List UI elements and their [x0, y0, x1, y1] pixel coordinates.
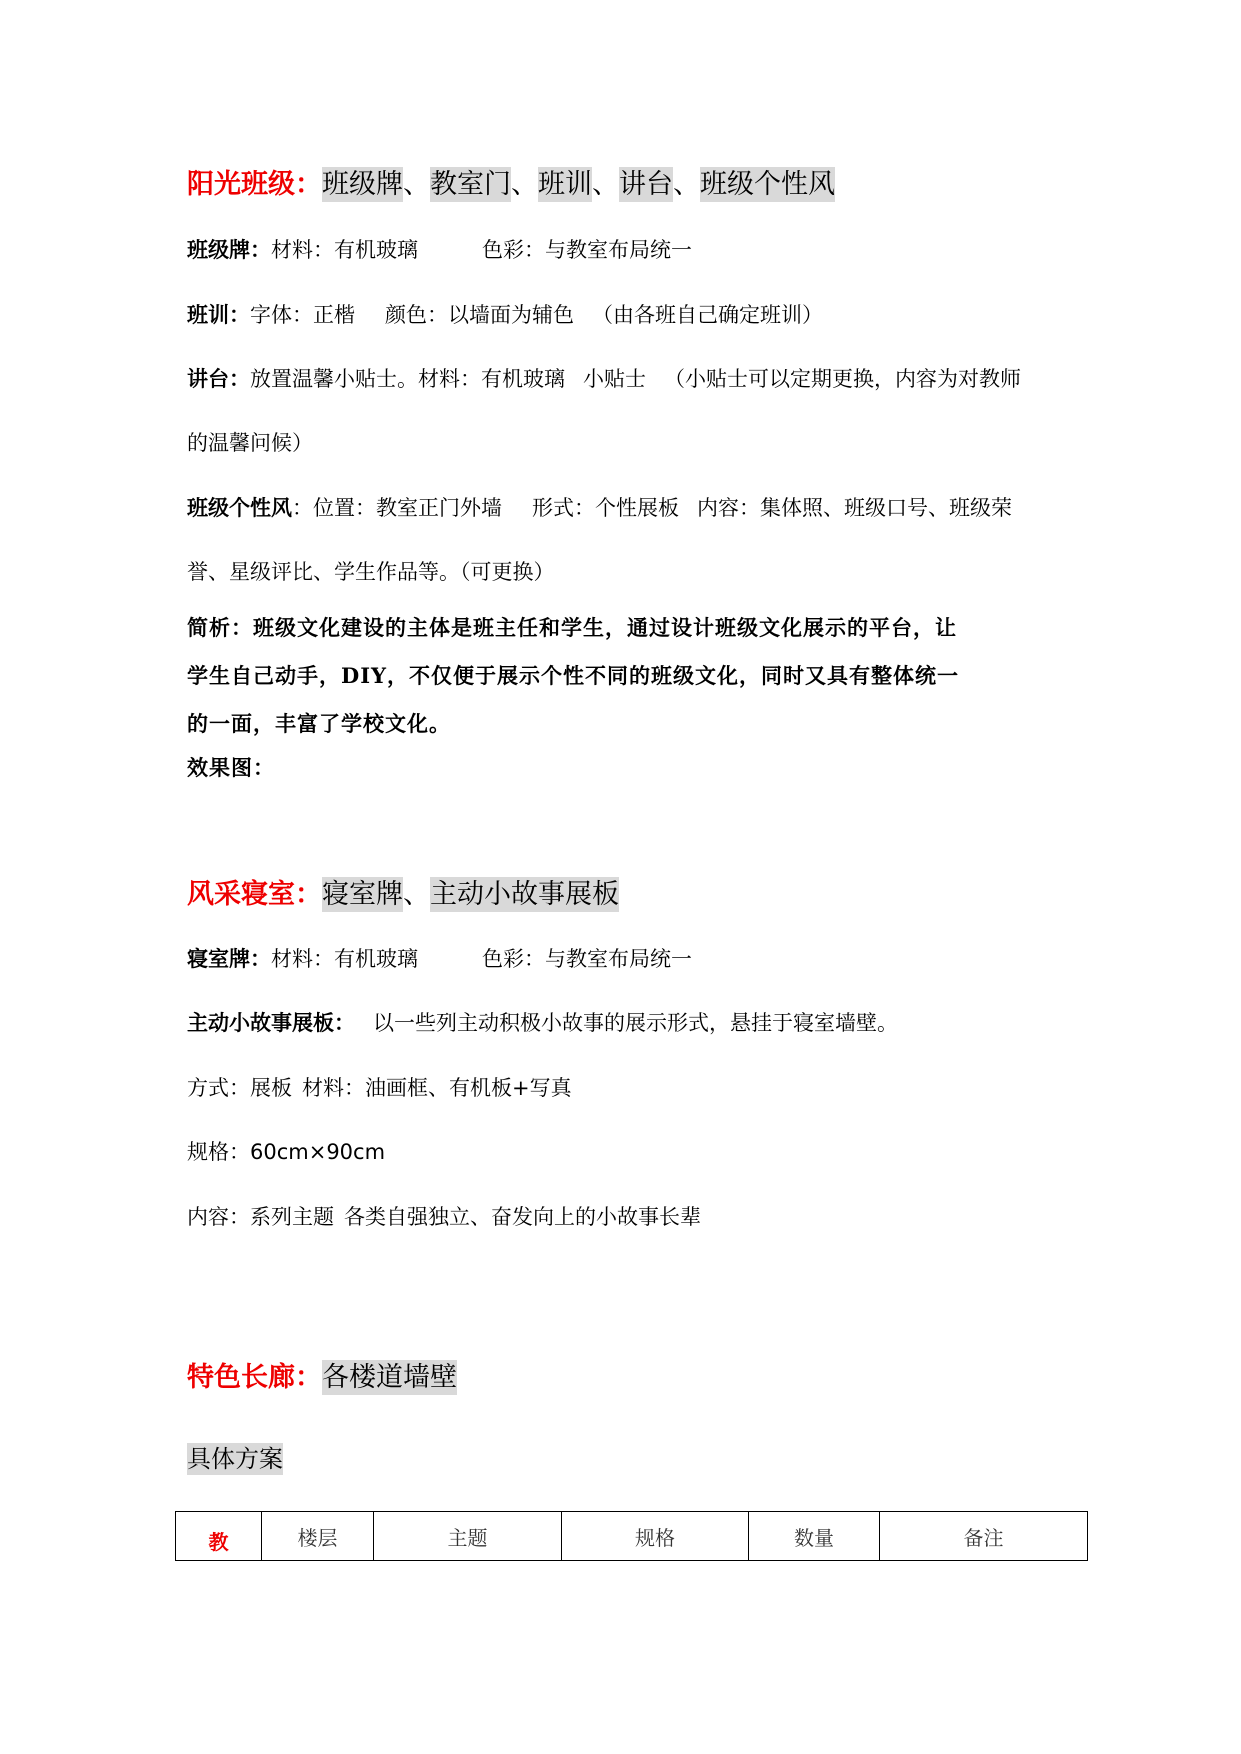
heading-item: 主动小故事展板: [430, 879, 619, 910]
effect-label: 效果图：: [187, 755, 275, 780]
text: 内容：集体照、班级口号、班级荣: [697, 496, 1012, 520]
paragraph-method: [187, 1073, 572, 1103]
label: 班级牌：: [187, 238, 271, 262]
table-header-cell: 备注: [880, 1512, 1088, 1561]
text: 以一些列主动积极小故事的展示形式，悬挂于寝室墙壁。: [373, 1011, 898, 1035]
analysis-line: 学生自己动手，DIY，不仅便于展示个性不同的班级文化，同时又具有整体统一: [187, 663, 960, 688]
text: 材料：有机玻璃: [271, 947, 418, 971]
heading-item: 教室门: [430, 169, 511, 200]
table-header-cell: 教: [176, 1512, 262, 1561]
text: 色彩：与教室布局统一: [482, 947, 692, 971]
section-title: 特色长廊：: [187, 1362, 322, 1393]
paragraph-spec: 规格：60cm×90cm: [187, 1140, 386, 1164]
section-title: 阳光班级：: [187, 169, 322, 200]
plan-label: 具体方案: [187, 1445, 283, 1473]
paragraph-class-plate: [187, 235, 692, 265]
table-header-row: [176, 1512, 1088, 1561]
paragraph-class-style-cont: 誉、星级评比、学生作品等。（可更换）: [187, 560, 555, 584]
table-header-cell: 规格: [562, 1512, 749, 1561]
section-heading-sunshine-class: [187, 163, 835, 207]
separator: 、: [511, 169, 538, 200]
heading-item: 各楼道墙壁: [322, 1362, 457, 1393]
separator: 、: [673, 169, 700, 200]
text: 放置温馨小贴士。材料：有机玻璃: [250, 367, 565, 391]
paragraph-podium-cont: 的温馨问候）: [187, 431, 313, 455]
paragraph-podium: [187, 364, 1021, 394]
label: 讲台：: [187, 367, 250, 391]
plan-table: [175, 1511, 1088, 1561]
text: （小贴士可以定期更换，内容为对教师: [664, 367, 1021, 391]
analysis-line: 简析：班级文化建设的主体是班主任和学生，通过设计班级文化展示的平台，让: [187, 615, 957, 640]
table-header-cell: 主题: [374, 1512, 562, 1561]
text: 小贴士: [583, 367, 646, 391]
text: 颜色：以墙面为辅色: [385, 303, 574, 327]
text: 方式：展板: [187, 1076, 292, 1100]
table-header-cell: 楼层: [262, 1512, 374, 1561]
text: 材料：有机玻璃: [271, 238, 418, 262]
section-title: 风采寝室：: [187, 879, 322, 910]
text: 各类自强独立、奋发向上的小故事长辈: [344, 1205, 701, 1229]
label: 主动小故事展板：: [187, 1011, 355, 1035]
heading-item: 班级个性风: [700, 169, 835, 200]
label: 寝室牌：: [187, 947, 271, 971]
plan-subheading: [187, 1444, 283, 1474]
analysis-paragraph: [187, 604, 1047, 788]
text: 形式：个性展板: [532, 496, 679, 520]
text: 内容：系列主题: [187, 1205, 334, 1229]
section-heading-corridor: [187, 1356, 457, 1400]
separator: 、: [592, 169, 619, 200]
text: 字体：正楷: [250, 303, 355, 327]
heading-item: 寝室牌: [322, 879, 403, 910]
paragraph-dorm-plate: [187, 944, 692, 974]
section-heading-dorm: [187, 873, 619, 917]
text: 色彩：与教室布局统一: [482, 238, 692, 262]
table-header-cell: 数量: [749, 1512, 880, 1561]
separator: 、: [403, 879, 430, 910]
analysis-line: 的一面，丰富了学校文化。: [187, 711, 451, 736]
paragraph-story-board: [187, 1008, 898, 1038]
heading-item: 班级牌: [322, 169, 403, 200]
text: ：位置：教室正门外墙: [292, 496, 502, 520]
label: 班级个性风: [187, 496, 292, 520]
paragraph-class-style: [187, 493, 1012, 523]
text: 材料：油画框、有机板+写真: [302, 1076, 572, 1100]
paragraph-class-motto: [187, 300, 823, 330]
separator: 、: [403, 169, 430, 200]
heading-item: 讲台: [619, 169, 673, 200]
paragraph-content: [187, 1202, 701, 1232]
label: 班训：: [187, 303, 250, 327]
heading-item: 班训: [538, 169, 592, 200]
text: （由各班自己确定班训）: [592, 303, 823, 327]
